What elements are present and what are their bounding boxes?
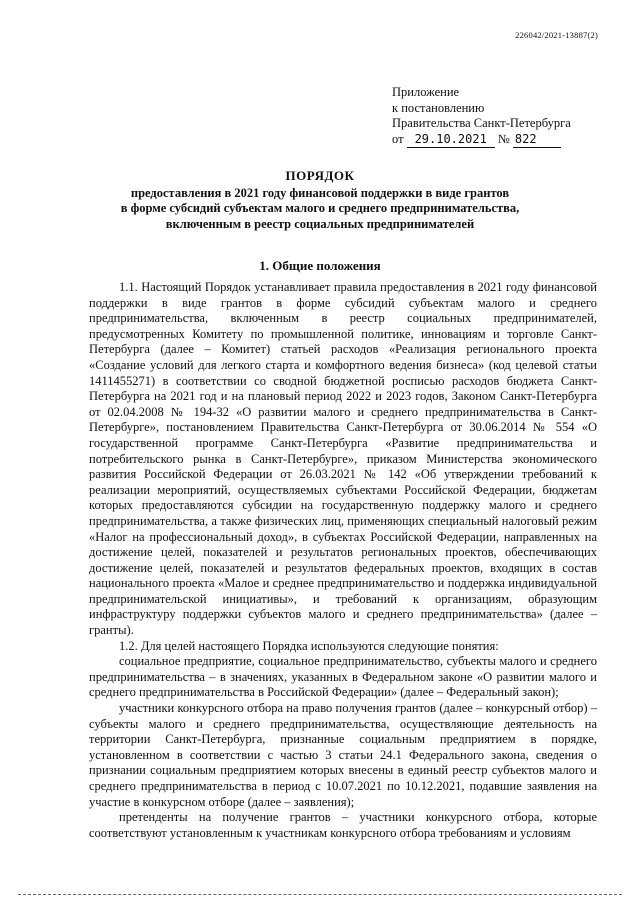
resolution-date: 29.10.2021 <box>407 132 495 149</box>
page-bottom-divider <box>18 894 622 895</box>
from-label: от <box>392 131 404 146</box>
section-heading: 1. Общие положения <box>259 258 381 273</box>
resolution-number: 822 <box>513 132 561 149</box>
title-line: включенным в реестр социальных предпринимателей <box>165 216 475 231</box>
appendix-date-line <box>392 132 571 149</box>
title-line: в форме субсидий субъектам малого и среднего предпринимательства, <box>120 201 520 215</box>
appendix-line: Правительства Санкт-Петербурга <box>392 116 571 130</box>
appendix-block <box>392 85 571 148</box>
document-number: 226042/2021-13887(2) <box>515 30 598 40</box>
document-title <box>0 168 640 232</box>
paragraph: социальное предприятие, социальное предпринимательство, субъекты малого и среднего предпринимательства – в значениях, указанных в Федеральном законе «О развитии малого и среднего предпринимательства в Российской Федерации» (далее – Федеральный закон); <box>89 654 597 700</box>
paragraph: 1.1. Настоящий Порядок устанавливает правила предоставления в 2021 году финансовой поддержки в виде грантов в форме субсидий субъектам малого и среднего предпринимательства, включенным в реестр социальных предпринимателей, предусмотренных Комитету по промышленной политике, инновациям и торговле Санкт-Петербурга (далее – Комитет) статьей расходов «Реализация регионального проекта «Создание условий для легкого старта и комфортного ведения бизнеса» (код целевой статьи 1411455271) в соответствии со сводной бюджетной росписью расходов бюджета Санкт-Петербурга на 2021 год и на плановый период 2022 и 2023 годов, Законом Санкт-Петербурга от 02.04.2008 № 194-32 «О развитии малого и среднего предпринимательства в Санкт-Петербурге», постановлением Правительства Санкт-Петербурга от 30.06.2014 № 554 «О государственной программе Санкт-Петербурга «Развитие предпринимательства и потребительского рынка в Санкт-Петербурге», приказом Министерства экономического развития Российской Федерации от 26.03.2021 № 142 «Об утверждении требований к реализации мероприятий, осуществляемых субъектами Российской Федерации, бюджетам которых предоставляются субсидии на государственную поддержку малого и среднего предпринимательства, а также физических лиц, применяющих специальный налоговый режим «Налог на профессиональный доход», в субъектах Российской Федерации, направленных на достижение целей, показателей и результатов региональных проектов, обеспечивающих достижение целей, показателей и результатов федеральных проектов, входящих в состав национального проекта «Малое и среднее предпринимательство и поддержка индивидуальной предпринимательской инициативы», и требований к организациям, образующим инфраструктуру поддержки субъектов малого и среднего предпринимательства» (далее – гранты). <box>89 280 597 638</box>
title-line: предоставления в 2021 году финансовой поддержки в виде грантов <box>130 185 510 200</box>
appendix-line: Приложение <box>392 85 460 99</box>
title-main: ПОРЯДОК <box>285 168 355 183</box>
appendix-line: к постановлению <box>392 100 485 115</box>
paragraph: участники конкурсного отбора на право получения грантов (далее – конкурсный отбор) – субъекты малого и среднего предпринимательства, осуществляющие деятельность на территории Санкт-Петербурга, признанные социальным предприятием в порядке, установленном в соответствии с частью 3 статьи 24.1 Федерального закона, сведения о признании социальным предприятием которых внесены в единый реестр субъектов малого и среднего предпринимательства в период с 10.07.2021 по 10.12.2021, подавшие заявления на участие в конкурсном отборе (далее – заявления); <box>89 701 597 809</box>
paragraph: 1.2. Для целей настоящего Порядка используются следующие понятия: <box>119 638 499 653</box>
number-label: № <box>497 131 510 146</box>
paragraph: претенденты на получение грантов – участники конкурсного отбора, которые соответствуют установленным к участникам конкурсного отбора требованиям и условиям <box>89 810 597 840</box>
document-body <box>89 280 597 841</box>
